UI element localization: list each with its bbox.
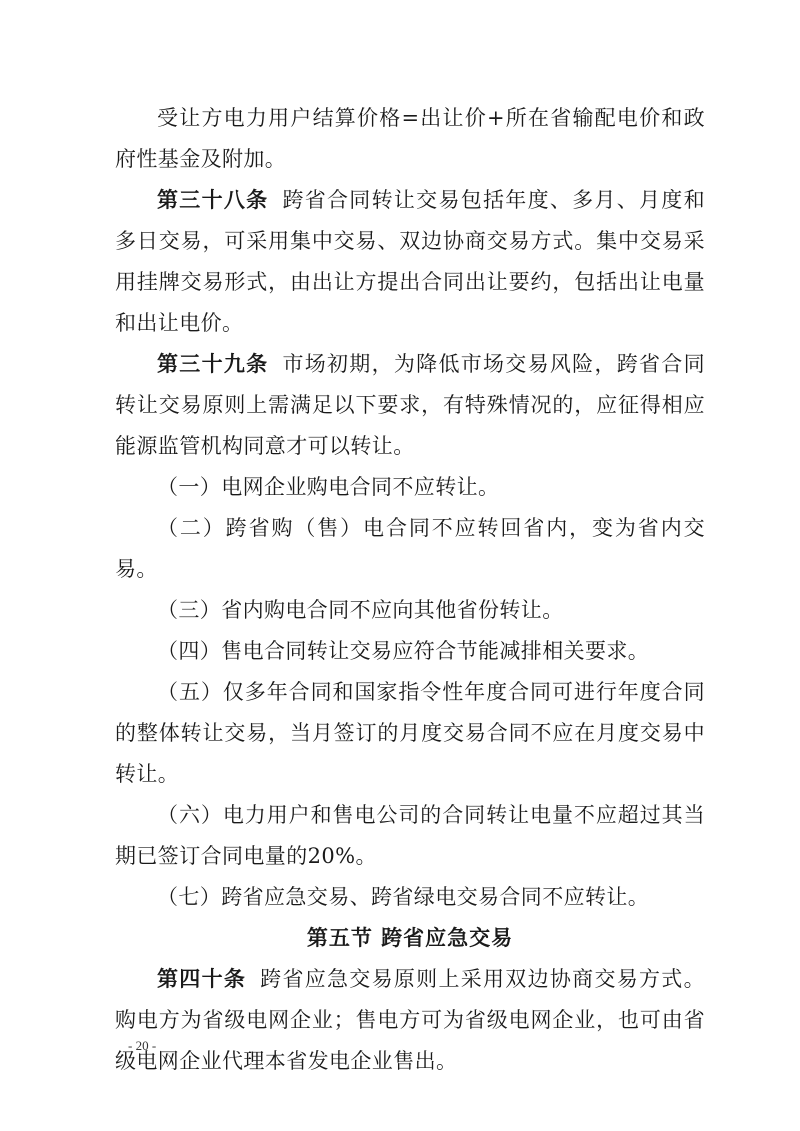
page-number: - 20 -: [128, 1038, 157, 1053]
article-number: 第三十九条: [157, 352, 269, 376]
article-number: 第三十八条: [157, 188, 269, 212]
article-number: 第四十条: [157, 967, 247, 991]
article-39: [115, 344, 705, 467]
article-40: [115, 959, 705, 1082]
list-item-1: [115, 467, 705, 508]
article-text: 跨省应急交易原则上采用双边协商交易方式。购电方为省级电网企业；售电方可为省级电网企业，也可由省级电网企业代理本省发电企业售出。: [115, 967, 705, 1073]
list-item-text: （六）电力用户和售电公司的合同转让电量不应超过其当期已签订合同电量的20%。: [115, 803, 705, 868]
list-item-2: [115, 508, 705, 590]
article-text: 跨省合同转让交易包括年度、多月、月度和多日交易，可采用集中交易、双边协商交易方式。集中交易采用挂牌交易形式，由出让方提出合同出让要约，包括出让电量和出让电价。: [115, 188, 705, 335]
list-item-7: [115, 877, 705, 918]
paragraph-buyer-settlement-price: [115, 98, 705, 180]
list-item-text: （四）售电合同转让交易应符合节能减排相关要求。: [157, 639, 650, 663]
list-item-text: （三）省内购电合同不应向其他省份转让。: [157, 598, 564, 622]
document-body: [115, 98, 705, 1082]
section-heading: 第五节 跨省应急交易: [306, 926, 514, 950]
list-item-4: [115, 631, 705, 672]
article-38: [115, 180, 705, 344]
paragraph-text: 受让方电力用户结算价格=出让价+所在省输配电价和政府性基金及附加。: [115, 106, 705, 171]
list-item-5: [115, 672, 705, 795]
list-item-text: （五）仅多年合同和国家指令性年度合同可进行年度合同的整体转让交易，当月签订的月度交易合同不应在月度交易中转让。: [115, 680, 705, 786]
list-item-6: [115, 795, 705, 877]
list-item-text: （一）电网企业购电合同不应转让。: [157, 475, 500, 499]
article-text: 市场初期，为降低市场交易风险，跨省合同转让交易原则上需满足以下要求，有特殊情况的，应征得相应能源监管机构同意才可以转让。: [115, 352, 705, 458]
list-item-3: [115, 590, 705, 631]
list-item-text: （二）跨省购（售）电合同不应转回省内，变为省内交易。: [115, 516, 705, 581]
list-item-text: （七）跨省应急交易、跨省绿电交易合同不应转让。: [157, 885, 650, 909]
